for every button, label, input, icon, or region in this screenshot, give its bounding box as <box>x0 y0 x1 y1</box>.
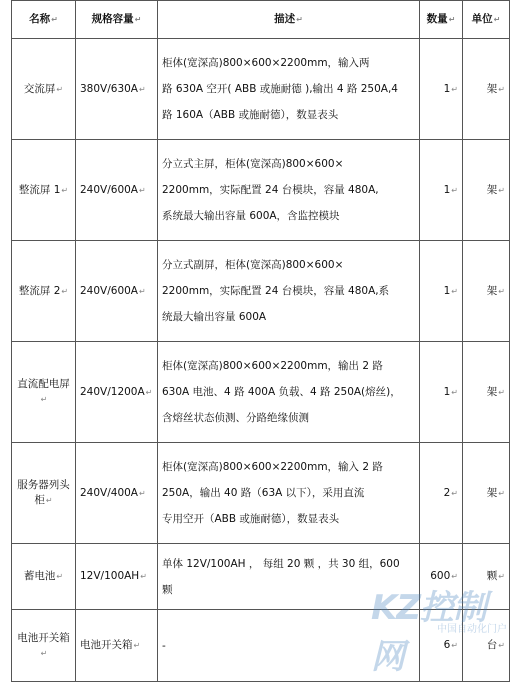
row-unit: 架↵ <box>463 241 510 342</box>
header-spec: 规格容量↵ <box>76 1 158 39</box>
row-qty-text: 2 <box>443 486 451 499</box>
row-name: 整流屏 1↵ <box>12 140 76 241</box>
desc-line: 路 160A（ABB 或施耐德），数显表头 <box>162 109 339 121</box>
watermark-big: KZ控制网 <box>371 588 486 677</box>
row-spec: 240V/400A↵ <box>76 443 158 544</box>
row-name: 交流屏↵ <box>12 39 76 140</box>
row-spec-text: 240V/600A <box>80 284 138 297</box>
desc-line: 路 630A 空开( ABB 或施耐德 ),输出 4 路 250A,4 <box>162 83 398 95</box>
desc-line: 630A 电池、4 路 400A 负载、4 路 250A(熔丝)， <box>162 386 401 398</box>
row-desc <box>158 342 420 443</box>
row-unit-text: 架 <box>486 385 498 398</box>
table-row <box>12 610 510 682</box>
row-name: 蓄电池↵ <box>12 544 76 610</box>
desc-line: 统最大输出容量 600A <box>162 311 267 323</box>
row-spec-text: 电池开关箱 <box>80 639 133 651</box>
row-spec: 12V/100AH↵ <box>76 544 158 610</box>
desc-line: 分立式主屏，柜体(宽深高)800×600× <box>162 158 344 170</box>
row-qty-text: 600 <box>430 570 451 582</box>
row-unit: 架↵ <box>463 342 510 443</box>
table-row <box>12 140 510 241</box>
desc-line: 柜体(宽深高)800×600×2200mm，输入 2 路 <box>162 461 383 473</box>
row-qty: 2↵ <box>420 443 463 544</box>
row-unit: 架↵ <box>463 39 510 140</box>
row-spec: 240V/600A↵ <box>76 140 158 241</box>
row-unit-text: 架 <box>486 183 498 196</box>
row-unit-text: 架 <box>486 82 498 95</box>
row-unit: 架↵ <box>463 140 510 241</box>
row-name-text: 服务器列头柜 <box>17 479 70 506</box>
row-unit-text: 台 <box>486 639 498 651</box>
table-row <box>12 241 510 342</box>
row-unit-text: 架 <box>486 486 498 499</box>
row-unit: 颗↵ <box>463 544 510 610</box>
desc-line: 柜体(宽深高)800×600×2200mm，输出 2 路 <box>162 360 383 372</box>
equipment-table <box>11 0 510 682</box>
row-name-text: 整流屏 1 <box>18 183 61 196</box>
desc-line: 单体 12V/100AH ， 每组 20 颗 ，共 30 组，600 <box>162 557 400 570</box>
row-spec-text: 380V/630A <box>80 82 138 95</box>
header-qty: 数量↵ <box>420 1 463 39</box>
row-spec-text: 240V/600A <box>80 183 138 196</box>
row-name: 整流屏 2↵ <box>12 241 76 342</box>
table-row <box>12 544 510 610</box>
desc-line: 分立式副屏，柜体(宽深高)800×600× <box>162 259 344 271</box>
row-qty-text: 1 <box>443 82 451 95</box>
header-unit: 单位↵ <box>463 1 510 39</box>
row-desc <box>158 39 420 140</box>
table-row <box>12 443 510 544</box>
row-qty: 1↵ <box>420 342 463 443</box>
row-name: 直流配电屏↵ <box>12 342 76 443</box>
row-qty: 1↵ <box>420 241 463 342</box>
row-unit: 台↵ <box>463 610 510 682</box>
row-name-text: 交流屏 <box>23 82 56 95</box>
row-name-text: 直流配电屏 <box>17 378 70 390</box>
watermark-small: 中国自动化门户 <box>437 624 507 635</box>
table-header-row <box>12 1 510 39</box>
row-qty-text: 1 <box>443 385 451 398</box>
row-name-text: 整流屏 2 <box>18 284 61 297</box>
desc-line: 含熔丝状态侦测、分路绝缘侦测 <box>162 412 309 424</box>
row-qty-text: 1 <box>443 284 451 297</box>
row-qty: 6↵ <box>420 610 463 682</box>
row-unit: 架↵ <box>463 443 510 544</box>
desc-line: 2200mm，实际配置 24 台模块，容量 480A,系 <box>162 285 390 297</box>
row-spec: 240V/600A↵ <box>76 241 158 342</box>
row-name: 电池开关箱↵ <box>12 610 76 682</box>
row-name-text: 蓄电池 <box>23 570 56 582</box>
desc-line: 2200mm，实际配置 24 台模块，容量 480A, <box>162 184 379 196</box>
row-unit-text: 架 <box>486 284 498 297</box>
row-desc <box>158 610 420 682</box>
row-name-text: 电池开关箱 <box>17 631 70 644</box>
row-spec-text: 240V/400A <box>80 486 138 499</box>
row-spec-text: 12V/100AH <box>80 570 140 582</box>
table-row <box>12 39 510 140</box>
row-spec: 电池开关箱↵ <box>76 610 158 682</box>
row-qty: 1↵ <box>420 140 463 241</box>
desc-line: 250A，输出 40 路（63A 以下），采用直流 <box>162 487 365 499</box>
desc-line: 颗 <box>162 583 173 596</box>
row-spec: 240V/1200A↵ <box>76 342 158 443</box>
row-spec-text: 240V/1200A <box>80 385 145 398</box>
header-desc: 描述↵ <box>158 1 420 39</box>
desc-line: - <box>162 639 166 652</box>
header-name: 名称↵ <box>12 1 76 39</box>
row-desc <box>158 241 420 342</box>
row-desc <box>158 544 420 610</box>
desc-line: 专用空开（ABB 或施耐德），数显表头 <box>162 513 340 525</box>
row-qty: 600↵ <box>420 544 463 610</box>
table-row <box>12 342 510 443</box>
row-unit-text: 颗 <box>486 570 498 582</box>
row-name: 服务器列头柜↵ <box>12 443 76 544</box>
desc-line: 柜体(宽深高)800×600×2200mm，输入两 <box>162 57 370 69</box>
row-spec: 380V/630A↵ <box>76 39 158 140</box>
row-qty-text: 6 <box>443 639 451 651</box>
row-qty-text: 1 <box>443 183 451 196</box>
row-desc <box>158 443 420 544</box>
row-qty: 1↵ <box>420 39 463 140</box>
row-desc <box>158 140 420 241</box>
desc-line: 系统最大输出容量 600A，含监控模块 <box>162 210 340 222</box>
